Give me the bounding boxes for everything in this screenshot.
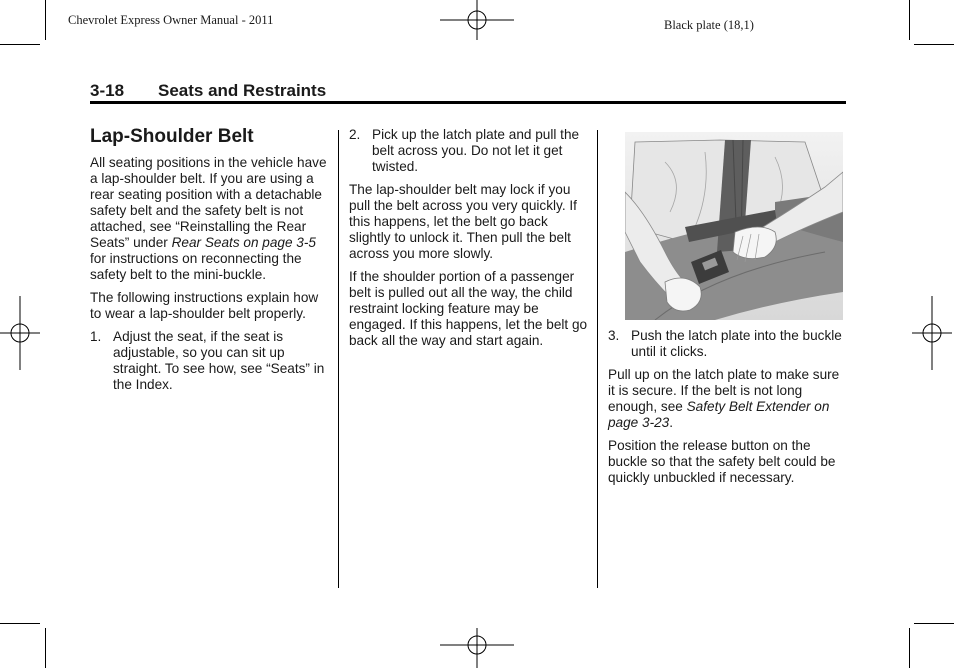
step-number: 1. (90, 329, 102, 344)
article-heading: Lap-Shoulder Belt (90, 126, 254, 147)
crop-mark (45, 628, 46, 668)
crop-mark (0, 623, 40, 624)
step-text: Adjust the seat, if the seat is adjustable, so you can sit up straight. To see how, see “Seats” in the Index. (113, 329, 325, 392)
column-3 (608, 328, 848, 493)
section-rule (90, 101, 846, 104)
crop-mark (914, 623, 954, 624)
crop-mark (909, 0, 910, 40)
step-3-paragraph: Pull up on the latch plate to make sure it is secure. If the belt is not long enough, see Safety Belt Extender on page 3-23. (608, 367, 840, 430)
registration-mark-left (0, 296, 40, 372)
intro-paragraph: All seating positions in the vehicle have a lap-shoulder belt. If you are using a rear seating position with a detachable safety belt and the safety belt is not attached, see “Reinstalling the Rear Seats” under Rear Seats on page 3-5 for instructions on reconnecting the safety belt to the mini-buckle. (90, 155, 327, 282)
manual-title: Chevrolet Express Owner Manual - 2011 (68, 13, 274, 27)
instructions-intro: The following instructions explain how to wear a lap-shoulder belt properly. (90, 290, 319, 321)
section-header (90, 81, 326, 101)
step-2 (349, 127, 589, 175)
crop-mark (909, 628, 910, 668)
seat-belt-buckle-illustration (625, 132, 843, 320)
step-text: Pick up the latch plate and pull the belt across you. Do not let it get twisted. (372, 127, 580, 174)
rear-seats-link[interactable]: Rear Seats on page 3-5 (171, 235, 316, 250)
safety-belt-extender-link[interactable]: Safety Belt Extender on page 3-23 (608, 399, 830, 430)
page-number: 3-18 (90, 81, 125, 100)
registration-mark-right (912, 296, 952, 372)
step-number: 3. (608, 328, 620, 343)
step-2-paragraph: The lap-shoulder belt may lock if you pull the belt across you very quickly. If this happens, let the belt go back slightly to unlock it. Then pull the belt across you more slowly. (349, 182, 577, 261)
crop-mark (914, 44, 954, 45)
crop-mark (45, 0, 46, 40)
column-2 (349, 127, 589, 356)
plate-label: Black plate (18,1) (664, 18, 754, 32)
step-text: Push the latch plate into the buckle until it clicks. (631, 328, 842, 359)
step-3 (608, 328, 848, 360)
step-3-paragraph: Position the release button on the buckle so that the safety belt could be quickly unbuckled if necessary. (608, 438, 836, 485)
step-number: 2. (349, 127, 361, 142)
column-1 (90, 155, 330, 393)
section-title: Seats and Restraints (158, 81, 327, 100)
step-1 (90, 329, 330, 393)
registration-mark-bottom (440, 626, 516, 668)
registration-mark-top (440, 0, 516, 42)
column-divider (597, 130, 598, 588)
crop-mark (0, 44, 40, 45)
column-divider (338, 130, 339, 588)
step-2-paragraph: If the shoulder portion of a passenger belt is pulled out all the way, the child restraint locking feature may be engaged. If this happens, let the belt go back all the way and start again. (349, 269, 588, 348)
